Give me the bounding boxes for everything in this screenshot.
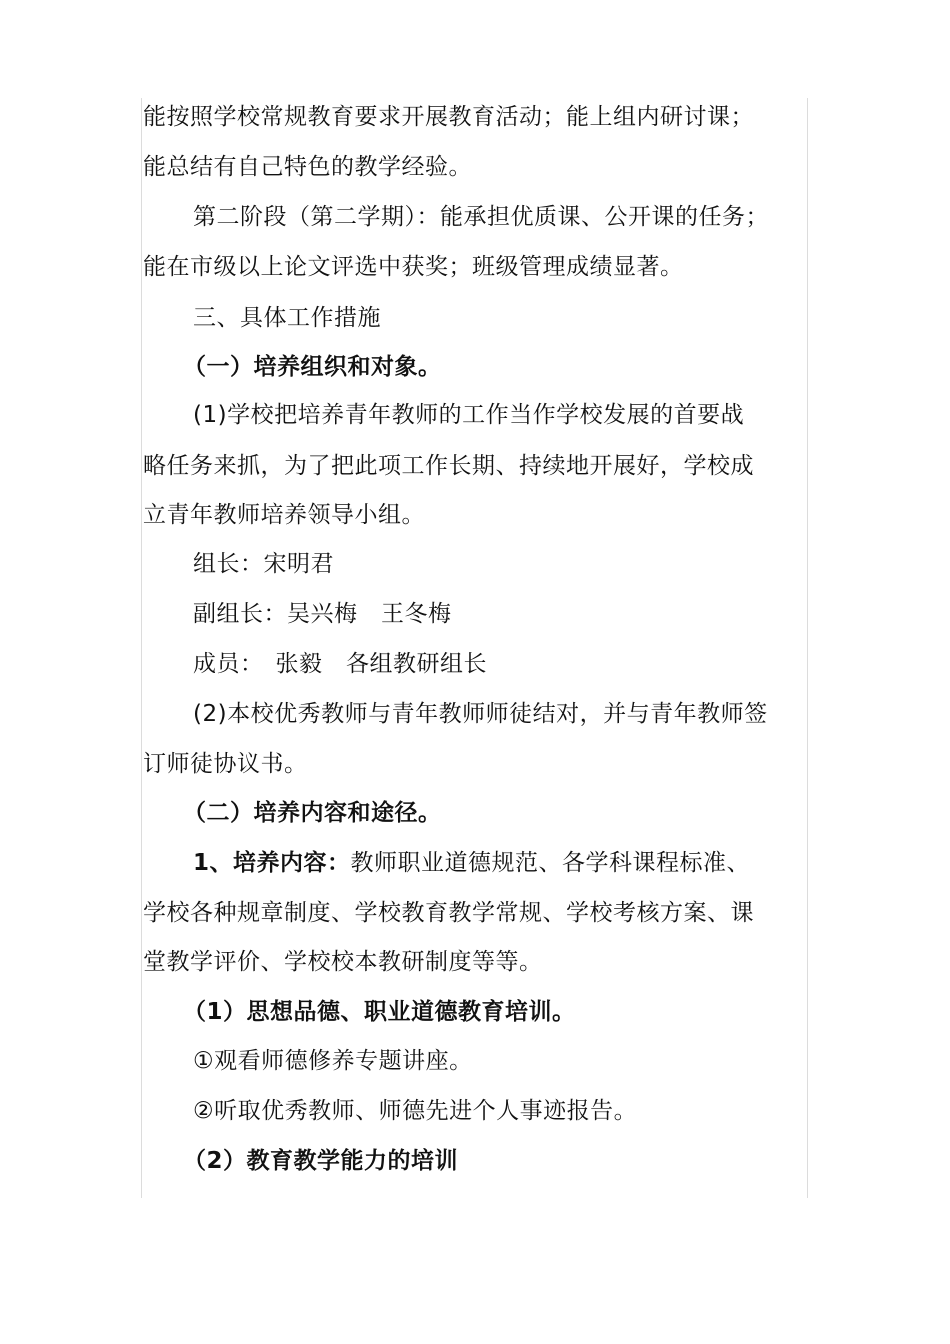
inline-text: 教师职业道德规范、各学科课程标准、 — [350, 850, 751, 876]
paragraph-line: 立青年教师培养领导小组。 — [143, 502, 425, 528]
item-heading: （1）思想品德、职业道德教育培训。 — [183, 999, 576, 1025]
inline-heading: 1、培养内容： — [193, 850, 351, 876]
item-heading: （2）教育教学能力的培训 — [183, 1148, 459, 1174]
member-line: 组长：宋明君 — [193, 551, 334, 577]
subsection-heading: （二）培养内容和途径。 — [183, 800, 442, 826]
list-item: ②听取优秀教师、师德先进个人事迹报告。 — [193, 1098, 638, 1124]
member-line: 成员： 张毅 各组教研组长 — [193, 651, 487, 677]
paragraph-line: 能总结有自己特色的教学经验。 — [143, 154, 472, 180]
paragraph-line: (1)学校把培养青年教师的工作当作学校发展的首要战 — [193, 402, 745, 428]
paragraph-line: (2)本校优秀教师与青年教师师徒结对，并与青年教师签 — [193, 701, 768, 727]
paragraph-line: 学校各种规章制度、学校教育教学常规、学校考核方案、课 — [143, 900, 754, 926]
section-heading: 三、具体工作措施 — [193, 305, 381, 331]
paragraph-line: 订师徒协议书。 — [143, 751, 308, 777]
member-line: 副组长：吴兴梅 王冬梅 — [193, 601, 452, 627]
paragraph-line — [193, 848, 750, 878]
subsection-heading: （一）培养组织和对象。 — [183, 354, 442, 380]
paragraph-line: 略任务来抓，为了把此项工作长期、持续地开展好，学校成 — [143, 453, 754, 479]
paragraph-line: 能在市级以上论文评选中获奖；班级管理成绩显著。 — [143, 254, 684, 280]
paragraph-line: 能按照学校常规教育要求开展教育活动；能上组内研讨课； — [143, 104, 754, 130]
paragraph-line: 第二阶段（第二学期）：能承担优质课、公开课的任务； — [193, 204, 769, 230]
list-item: ①观看师德修养专题讲座。 — [193, 1048, 473, 1074]
paragraph-line: 堂教学评价、学校校本教研制度等等。 — [143, 949, 543, 975]
